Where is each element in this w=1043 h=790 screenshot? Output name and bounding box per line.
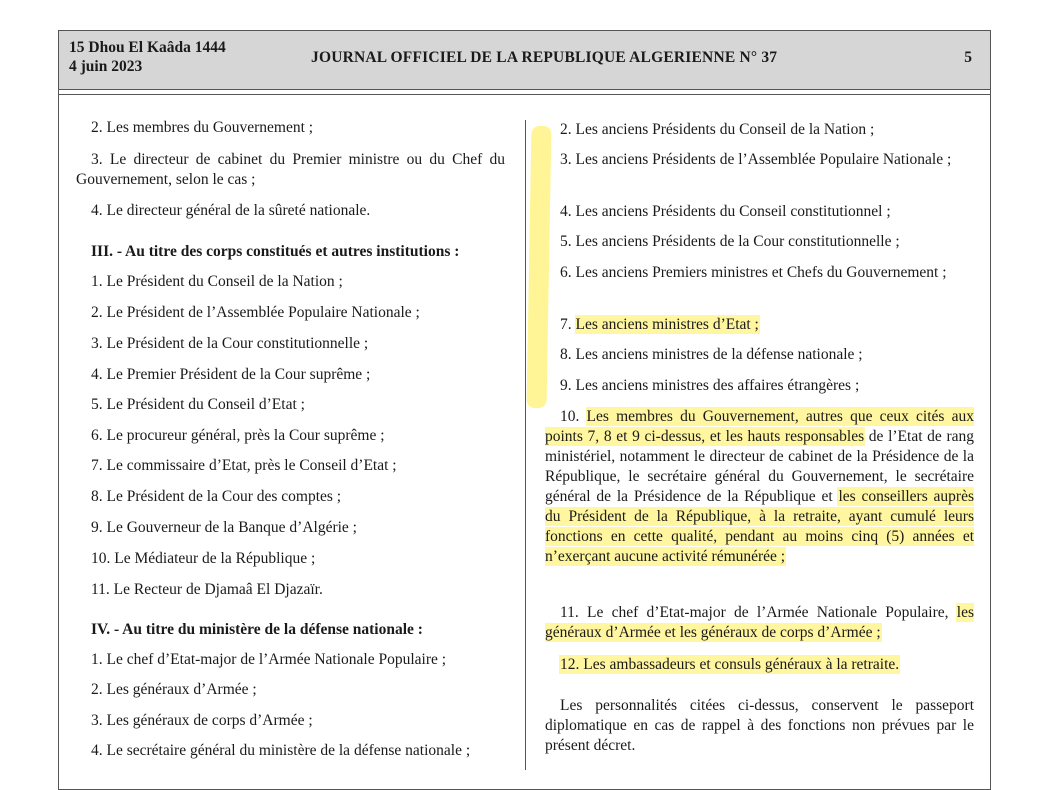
list-item: 3. Les généraux de corps d’Armée ;	[91, 712, 313, 729]
page-header	[59, 31, 990, 90]
list-item: 3. Le directeur de cabinet du Premier ministre ou du Chef du Gouvernement, selon le cas ;	[76, 151, 505, 188]
highlighted-text: les généraux d’Armée et les généraux de corps d’Armée ;	[545, 604, 974, 641]
list-item: 6. Le procureur général, près la Cour suprême ;	[91, 427, 385, 444]
list-item: 8. Le Président de la Cour des comptes ;	[91, 488, 342, 505]
list-item-highlighted	[545, 407, 974, 567]
item-number: 10.	[560, 408, 580, 425]
highlighted-text: Les membres du Gouvernement, autres que ceux cités aux points 7, 8 et 9 ci-dessus, et les hauts responsables	[545, 408, 975, 445]
list-item: 4. Le secrétaire général du ministère de la défense nationale ;	[91, 742, 471, 759]
list-item: 2. Les anciens Présidents du Conseil de la Nation ;	[560, 121, 875, 138]
column-divider	[525, 120, 526, 770]
highlighted-text: les conseillers auprès du Président de la République, à la retraite, ayant cumulé leurs fonctions en cette qualité, pendant au moins cinq (5) années et n’exerçant aucune activité rémunérée ;	[545, 488, 974, 565]
list-item: 9. Les anciens ministres des affaires étrangères ;	[560, 377, 860, 394]
list-item: 11. Le Recteur de Djamaâ El Djazaïr.	[91, 581, 323, 598]
list-item: 3. Le Président de la Cour constitutionnelle ;	[91, 335, 369, 352]
list-item: 4. Le directeur général de la sûreté nationale.	[91, 202, 371, 219]
list-item: 10. Le Médiateur de la République ;	[91, 550, 316, 567]
list-item: 6. Les anciens Premiers ministres et Chefs du Gouvernement ;	[560, 264, 947, 281]
list-item: 4. Le Premier Président de la Cour suprême ;	[91, 366, 371, 383]
list-item: 5. Le Président du Conseil d’Etat ;	[91, 396, 305, 413]
page-number: 5	[964, 49, 972, 66]
list-item: 3. Les anciens Présidents de l’Assemblée Populaire Nationale ;	[560, 151, 952, 168]
closing-paragraph: Les personnalités citées ci-dessus, conservent le passeport diplomatique en cas de rappel à des fonctions non prévues par le présent décret.	[545, 697, 974, 754]
header-date	[69, 38, 226, 76]
header-date-hijri: 15 Dhou El Kaâda 1444	[69, 39, 226, 56]
list-item: 2. Les membres du Gouvernement ;	[91, 119, 314, 136]
highlighted-text: 12. Les ambassadeurs et consuls généraux à la retraite.	[560, 656, 900, 673]
plain-text: 11. Le chef d’Etat-major de l’Armée Nationale Populaire,	[560, 604, 949, 621]
section-heading-iv: IV. - Au titre du ministère de la défense nationale :	[91, 621, 423, 638]
list-item: 1. Le Président du Conseil de la Nation ;	[91, 273, 343, 290]
list-item: 2. Le Président de l’Assemblée Populaire Nationale ;	[91, 304, 420, 321]
header-title: JOURNAL OFFICIEL DE LA REPUBLIQUE ALGERIENNE N° 37	[311, 49, 778, 66]
list-item-highlighted	[545, 315, 974, 335]
header-rule	[59, 90, 990, 95]
list-item-highlighted	[545, 655, 974, 675]
header-date-gregorian: 4 juin 2023	[69, 58, 143, 75]
list-item: 7. Le commissaire d’Etat, près le Conseil d’Etat ;	[91, 457, 397, 474]
list-item: 2. Les généraux d’Armée ;	[91, 681, 257, 698]
item-number: 7.	[560, 316, 572, 333]
list-item: 1. Le chef d’Etat-major de l’Armée Nationale Populaire ;	[91, 651, 447, 668]
list-item: 5. Les anciens Présidents de la Cour constitutionnelle ;	[560, 233, 900, 250]
list-item: 9. Le Gouverneur de la Banque d’Algérie ;	[91, 519, 357, 536]
list-item: 4. Les anciens Présidents du Conseil constitutionnel ;	[560, 203, 891, 220]
list-item: 8. Les anciens ministres de la défense nationale ;	[560, 346, 863, 363]
section-heading-iii: III. - Au titre des corps constitués et autres institutions :	[91, 243, 460, 260]
list-item-highlighted	[545, 603, 974, 643]
plain-text: de l’Etat de rang ministériel, notamment le directeur de cabinet de la Présidence de la République, le secrétaire général du Gouvernement, le secrétaire général de la Présidence de la République et	[545, 428, 974, 505]
highlighted-text: Les anciens ministres d’Etat ;	[575, 316, 759, 333]
